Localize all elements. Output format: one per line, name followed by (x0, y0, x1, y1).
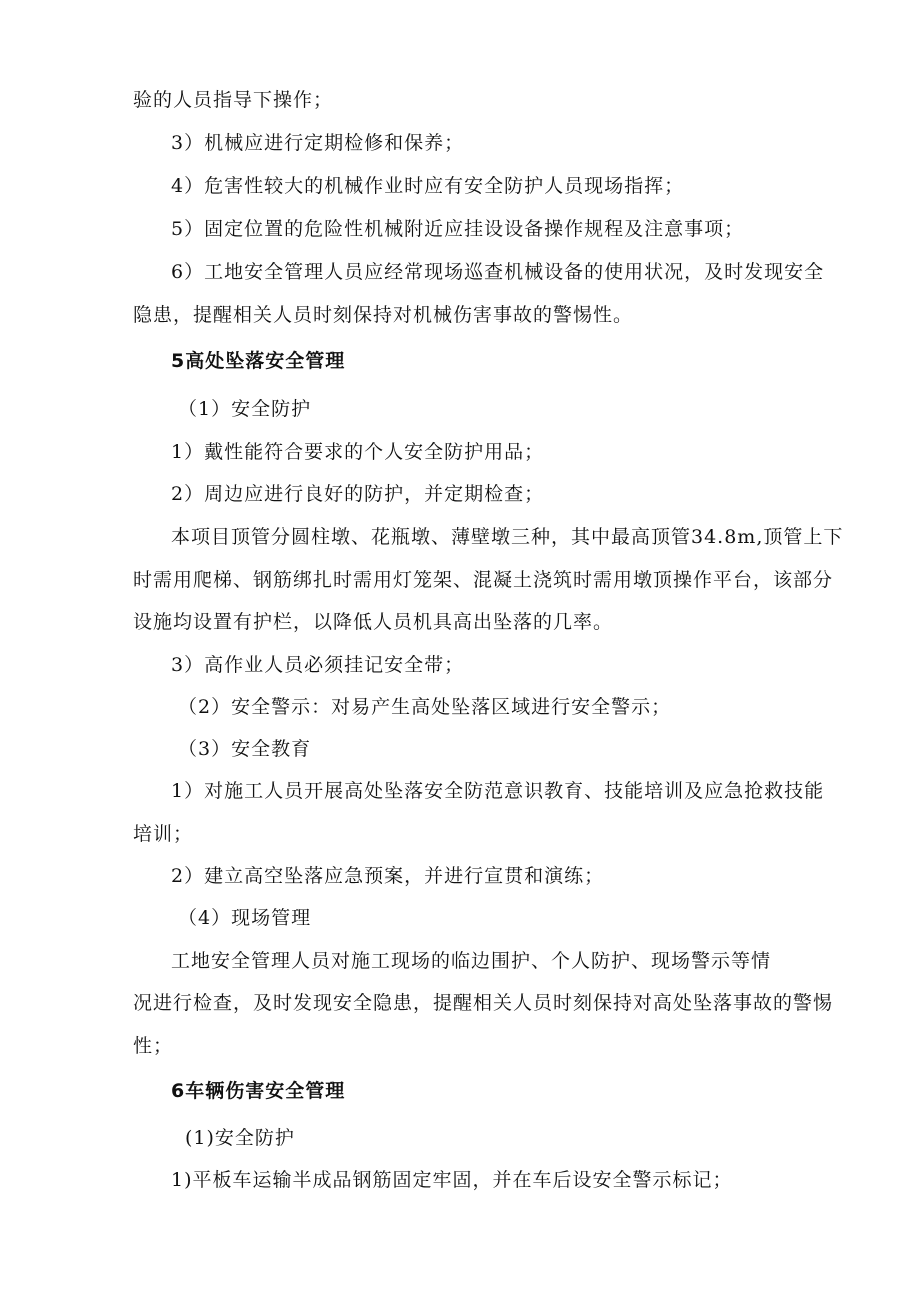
list-item: 5）固定位置的危险性机械附近应挂设设备操作规程及注意事项； (171, 218, 745, 240)
paragraph-line: 况进行检查，及时发现安全隐患，提醒相关人员时刻保持对高处坠落事故的警惕 (133, 992, 834, 1014)
list-item: 3）机械应进行定期检修和保养； (171, 132, 465, 154)
subsection-heading: （3）安全教育 (178, 738, 312, 760)
list-item: 4）危害性较大的机械作业时应有安全防护人员现场指挥； (171, 175, 685, 197)
list-item: 2）周边应进行良好的防护，并定期检查； (171, 483, 545, 505)
subsection-heading: （4）现场管理 (178, 907, 312, 929)
text-line: 隐患，提醒相关人员时刻保持对机械伤害事故的警惕性。 (133, 304, 634, 326)
paragraph-line: 设施均设置有护栏，以降低人员机具高出坠落的几率。 (133, 611, 614, 633)
subsection-heading: (1)安全防护 (185, 1127, 295, 1149)
list-item: 1)平板车运输半成品钢筋固定牢固，并在车后设安全警示标记； (171, 1169, 733, 1191)
section-heading: 5高处坠落安全管理 (171, 350, 346, 372)
text-line: 培训； (133, 823, 194, 845)
subsection-heading: （2）安全警示：对易产生高处坠落区域进行安全警示； (178, 696, 672, 718)
list-item: 2）建立高空坠落应急预案，并进行宣贯和演练； (171, 865, 605, 887)
list-item: 1）戴性能符合要求的个人安全防护用品； (171, 441, 545, 463)
paragraph-line: 工地安全管理人员对施工现场的临边围护、个人防护、现场警示等情 (171, 950, 772, 972)
paragraph-line: 本项目顶管分圆柱墩、花瓶墩、薄壁墩三种，其中最高顶管34.8m,顶管上下 (171, 526, 844, 548)
paragraph-line: 性； (133, 1035, 174, 1057)
subsection-heading: （1）安全防护 (178, 398, 312, 420)
section-heading: 6车辆伤害安全管理 (171, 1080, 346, 1102)
list-item: 1）对施工人员开展高处坠落安全防范意识教育、技能培训及应急抢救技能 (171, 780, 825, 802)
paragraph-line: 时需用爬梯、钢筋绑扎时需用灯笼架、混凝土浇筑时需用墩顶操作平台，该部分 (133, 569, 834, 591)
text-line: 验的人员指导下操作； (133, 89, 334, 111)
list-item: 3）高作业人员必须挂记安全带； (171, 654, 465, 676)
list-item: 6）工地安全管理人员应经常现场巡查机械设备的使用状况，及时发现安全 (171, 261, 825, 283)
